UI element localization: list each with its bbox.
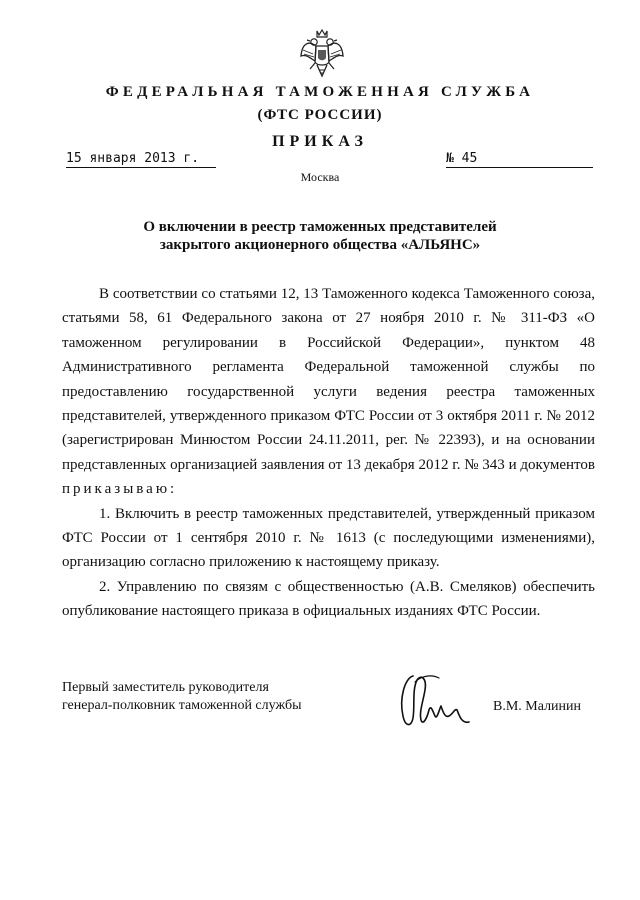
coat-of-arms-icon <box>298 28 346 80</box>
signatory-name: В.М. Малинин <box>493 699 582 714</box>
order-city: Москва <box>300 170 340 184</box>
order-number: № 45 <box>446 151 593 168</box>
order-item-2: 2. Управлению по связям с общественностью (А.В. Смеляков) обеспечить опубликование настоящего приказа в официальных изданиях ФТС России. <box>62 578 595 620</box>
handwritten-signature-icon <box>395 668 475 734</box>
document-type: ПРИКАЗ <box>272 133 368 150</box>
agency-short-name: (ФТС РОССИИ) <box>257 107 383 123</box>
preamble-text: В соответствии со статьями 12, 13 Таможенного кодекса Таможенного союза, статьями 58, 61 Федерального закона от 27 ноября 2010 г. № 311-ФЗ «О таможенном регулировании в Российской Федерации», пунктом 48 Административного регламента Федеральной таможенной службы по предоставлению государственной услуги ведения реестра таможенных представителей, утвержденного приказом ФТС России от 3 октября 2011 г. № 2012 (зарегистрирован Минюстом России 24.11.2011, рег. № 22393), и на основании представленных организацией заявления от 13 декабря 2012 г. № 343 и документов <box>62 286 595 473</box>
preamble-paragraph <box>62 282 595 502</box>
order-subject <box>100 218 540 254</box>
order-item-1: 1. Включить в реестр таможенных представителей, утвержденный приказом ФТС России от 1 сентября 2010 г. № 1613 (с последующими изменениями), организацию согласно приложению к настоящему приказу. <box>62 505 595 571</box>
order-body <box>62 282 595 624</box>
agency-name: ФЕДЕРАЛЬНАЯ ТАМОЖЕННАЯ СЛУЖБА <box>105 84 535 100</box>
order-colon: : <box>170 481 175 498</box>
signatory-position <box>62 679 301 715</box>
signatory-position-line-1: Первый заместитель руководителя <box>62 680 269 695</box>
order-date: 15 января 2013 г. <box>66 151 216 168</box>
subject-line-2: закрытого акционерного общества «АЛЬЯНС» <box>159 237 481 253</box>
signatory-position-line-2: генерал-полковник таможенной службы <box>62 698 302 713</box>
subject-line-1: О включении в реестр таможенных представителей <box>143 219 497 235</box>
order-word: приказываю <box>62 481 171 498</box>
